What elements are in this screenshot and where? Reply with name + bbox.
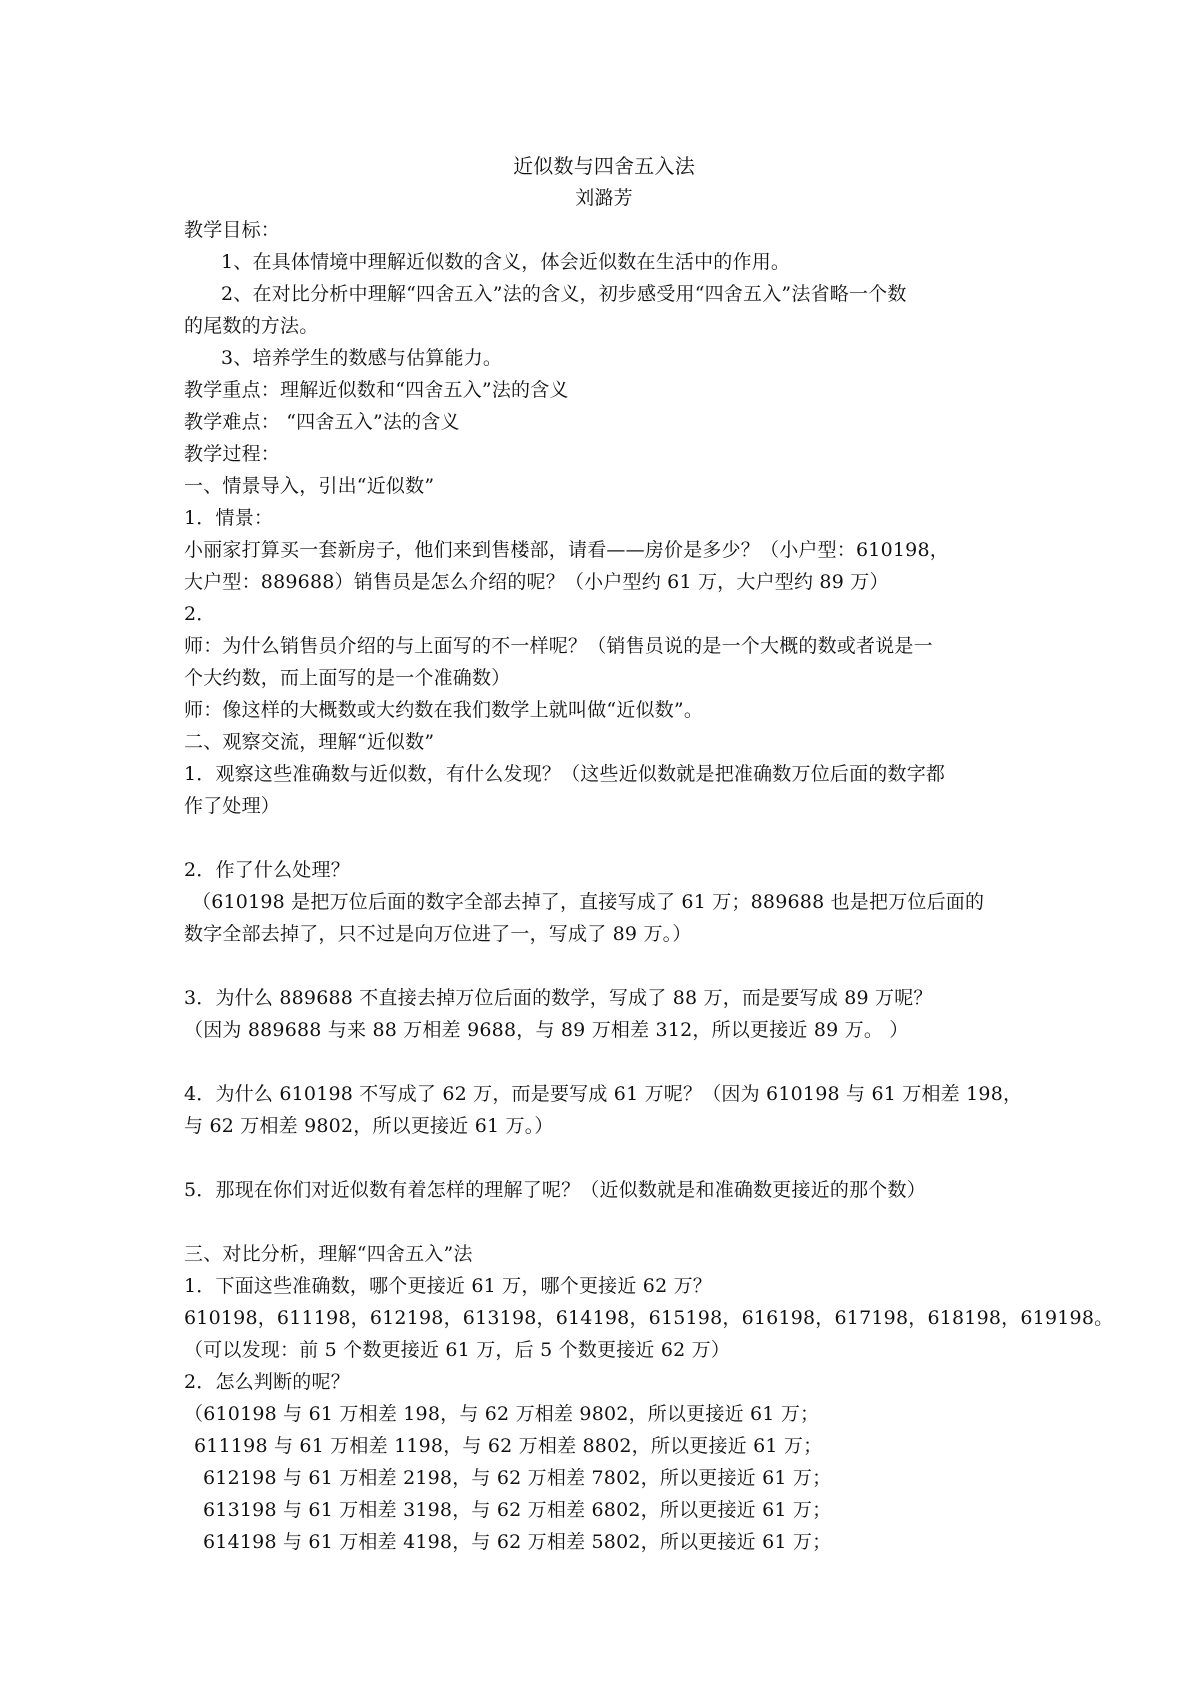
blank-line <box>184 950 1024 982</box>
section-2-item-3-line-2: （因为 889688 与来 88 万相差 9688，与 89 万相差 312，所以更接近 89 万。 ） <box>184 1019 909 1041</box>
section-1-item-1: 1．情景： <box>184 507 274 529</box>
blank-line <box>184 1142 1024 1174</box>
section-1-item-2: 2． <box>184 603 216 625</box>
process-heading: 教学过程： <box>184 443 281 465</box>
document-title: 近似数与四舍五入法 <box>513 154 695 178</box>
section-3-item-2: 2．怎么判断的呢？ <box>184 1371 350 1393</box>
section-1-paragraph-2-line-1: 师：为什么销售员介绍的与上面写的不一样呢？（销售员说的是一个大概的数或者说是一 <box>184 635 933 657</box>
key-point: 教学重点：理解近似数和“四舍五入”法的含义 <box>184 379 569 401</box>
blank-line <box>184 1046 1024 1078</box>
section-2-item-2-answer-line-1: （610198 是把万位后面的数字全部去掉了，直接写成了 61 万；889688 也是把万位后面的 <box>192 891 985 913</box>
section-2-item-1-line-2: 作了处理） <box>184 795 281 817</box>
section-1-heading: 一、情景导入，引出“近似数” <box>184 475 435 497</box>
objective-2-line-2: 的尾数的方法。 <box>184 315 319 337</box>
difficulty: 教学难点： “四舍五入”法的含义 <box>184 411 460 433</box>
objective-2-line-1: 2、在对比分析中理解“四舍五入”法的含义，初步感受用“四舍五入”法省略一个数 <box>221 283 907 305</box>
objective-1: 1、在具体情境中理解近似数的含义，体会近似数在生活中的作用。 <box>221 251 791 273</box>
section-2-item-3-line-1: 3．为什么 889688 不直接去掉万位后面的数学，写成了 88 万，而是要写成 89 万呢？ <box>184 987 933 1009</box>
section-3-finding: （可以发现：前 5 个数更接近 61 万，后 5 个数更接近 62 万） <box>184 1339 731 1361</box>
section-1-paragraph-1-line-2: 大户型：889688）销售员是怎么介绍的呢？（小户型约 61 万，大户型约 89 万） <box>184 571 889 593</box>
objectives-heading: 教学目标： <box>184 219 281 241</box>
comparison-line-4: 613198 与 61 万相差 3198，与 62 万相差 6802，所以更接近 61 万； <box>203 1499 832 1521</box>
objective-3: 3、培养学生的数感与估算能力。 <box>221 347 503 369</box>
section-2-item-2: 2．作了什么处理？ <box>184 859 350 881</box>
blank-line <box>184 822 1024 854</box>
section-3-heading: 三、对比分析，理解“四舍五入”法 <box>184 1243 473 1265</box>
section-2-heading: 二、观察交流，理解“近似数” <box>184 731 435 753</box>
section-1-paragraph-2-line-2: 个大约数，而上面写的是一个准确数） <box>184 667 511 689</box>
section-2-item-4-line-2: 与 62 万相差 9802，所以更接近 61 万。） <box>184 1115 554 1137</box>
comparison-line-5: 614198 与 61 万相差 4198，与 62 万相差 5802，所以更接近 61 万； <box>203 1531 832 1553</box>
section-3-item-1: 1．下面这些准确数，哪个更接近 61 万，哪个更接近 62 万？ <box>184 1275 713 1297</box>
number-list: 610198，611198，612198，613198，614198，615198，616198，617198，618198，619198。 <box>184 1307 1114 1329</box>
section-1-paragraph-1-line-1: 小丽家打算买一套新房子，他们来到售楼部，请看——房价是多少？（小户型：610198， <box>184 539 949 561</box>
comparison-line-2: 611198 与 61 万相差 1198，与 62 万相差 8802，所以更接近 61 万； <box>194 1435 823 1457</box>
section-1-paragraph-3: 师：像这样的大概数或大约数在我们数学上就叫做“近似数”。 <box>184 699 704 721</box>
author-name: 刘潞芳 <box>575 187 633 209</box>
comparison-line-1: （610198 与 61 万相差 198，与 62 万相差 9802，所以更接近 61 万； <box>184 1403 820 1425</box>
section-2-item-4-line-1: 4．为什么 610198 不写成了 62 万，而是要写成 61 万呢？（因为 610198 与 61 万相差 198， <box>184 1083 1023 1105</box>
blank-line <box>184 1206 1024 1238</box>
document-page <box>184 150 1114 1558</box>
comparison-line-3: 612198 与 61 万相差 2198，与 62 万相差 7802，所以更接近 61 万； <box>203 1467 832 1489</box>
section-2-item-5: 5．那现在你们对近似数有着怎样的理解了呢？（近似数就是和准确数更接近的那个数） <box>184 1179 926 1201</box>
section-2-item-1-line-1: 1．观察这些准确数与近似数，有什么发现？（这些近似数就是把准确数万位后面的数字都 <box>184 763 946 785</box>
section-2-item-2-answer-line-2: 数字全部去掉了，只不过是向万位进了一，写成了 89 万。） <box>184 923 692 945</box>
